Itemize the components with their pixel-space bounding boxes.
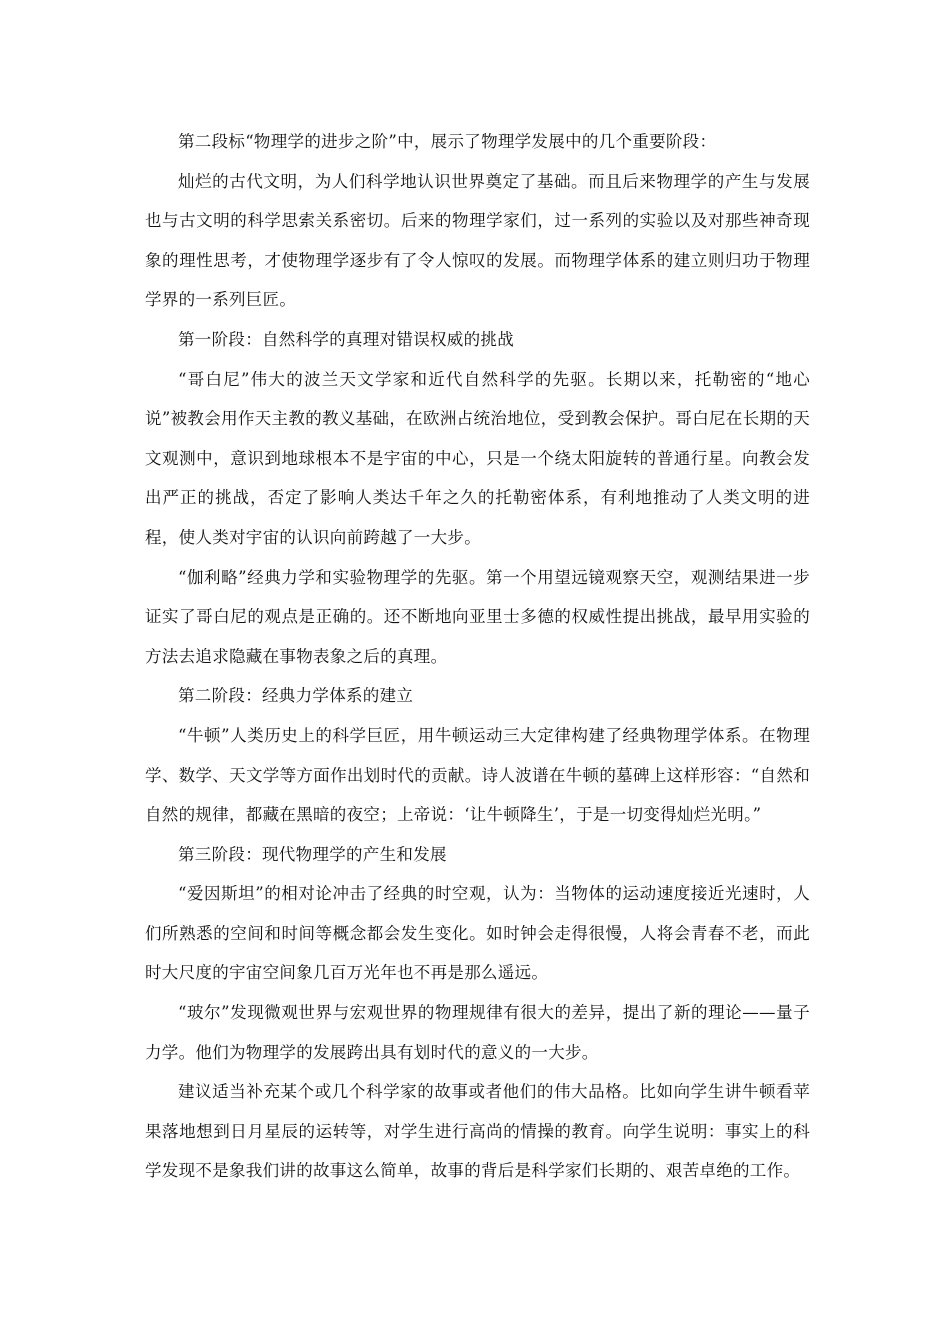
stage-two-heading: 第二阶段：经典力学体系的建立 bbox=[178, 686, 414, 706]
stage-one-heading: 第一阶段：自然科学的真理对错误权威的挑战 bbox=[178, 329, 514, 349]
document-body bbox=[145, 122, 810, 1191]
newton-paragraph: “牛顿”人类历史上的科学巨匠，用牛顿运动三大定律构建了经典物理学体系。在物理学、数学、天文学等方面作出划时代的贡献。诗人波谱在牛顿的墓碑上这样形容：“自然和自然的规律，都藏在黑暗的夜空；上帝说：‘让牛顿降生’，于是一切变得灿烂光明。” bbox=[145, 725, 810, 825]
bohr-paragraph: “玻尔”发现微观世界与宏观世界的物理规律有很大的差异，提出了新的理论——量子力学。他们为物理学的发展跨出具有划时代的意义的一大步。 bbox=[145, 1003, 810, 1062]
copernicus-paragraph: “哥白尼”伟大的波兰天文学家和近代自然科学的先驱。长期以来，托勒密的“地心说”被教会用作天主教的教义基础，在欧洲占统治地位，受到教会保护。哥白尼在长期的天文观测中，意识到地球根本不是宇宙的中心，只是一个绕太阳旋转的普通行星。向教会发出严正的挑战，否定了影响人类达千年之久的托勒密体系，有利地推动了人类文明的进程，使人类对宇宙的认识向前跨越了一大步。 bbox=[145, 369, 810, 547]
stage-three-heading: 第三阶段：现代物理学的产生和发展 bbox=[178, 844, 447, 864]
suggestion-paragraph: 建议适当补充某个或几个科学家的故事或者他们的伟大品格。比如向学生讲牛顿看苹果落地想到日月星辰的运转等，对学生进行高尚的情操的教育。向学生说明：事实上的科学发现不是象我们讲的故事这么简单，故事的背后是科学家们长期的、艰苦卓绝的工作。 bbox=[145, 1082, 810, 1181]
ancient-civilization-paragraph: 灿烂的古代文明，为人们科学地认识世界奠定了基础。而且后来物理学的产生与发展也与古文明的科学思索关系密切。后来的物理学家们，过一系列的实验以及对那些神奇现象的理性思考，才使物理学逐步有了令人惊叹的发展。而物理学体系的建立则归功于物理学界的一系列巨匠。 bbox=[145, 171, 810, 310]
galileo-paragraph: “伽利略”经典力学和实验物理学的先驱。第一个用望远镜观察天空，观测结果进一步证实了哥白尼的观点是正确的。还不断地向亚里士多德的权威性提出挑战，最早用实验的方法去追求隐藏在事物表象之后的真理。 bbox=[145, 567, 810, 666]
einstein-paragraph: “爱因斯坦”的相对论冲击了经典的时空观，认为：当物体的运动速度接近光速时，人们所熟悉的空间和时间等概念都会发生变化。如时钟会走得很慢，人将会青春不老，而此时大尺度的宇宙空间象几百万光年也不再是那么遥远。 bbox=[145, 884, 810, 983]
intro-paragraph: 第二段标“物理学的进步之阶”中，展示了物理学发展中的几个重要阶段： bbox=[178, 132, 717, 151]
